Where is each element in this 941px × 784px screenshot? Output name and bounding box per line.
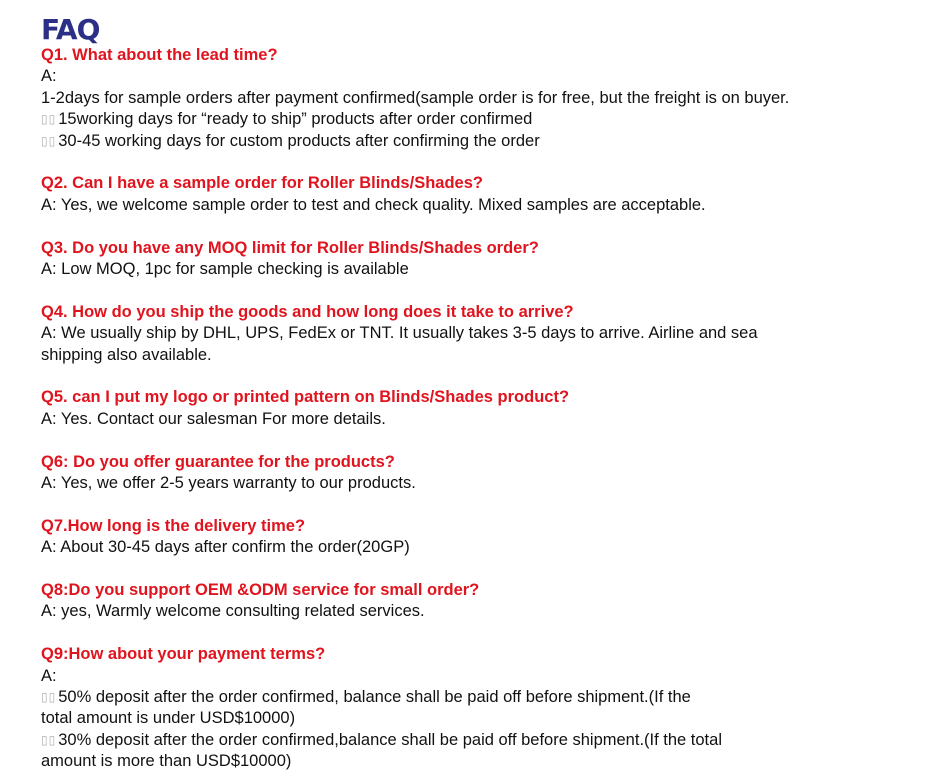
faq-item <box>41 452 921 516</box>
faq-spacer <box>41 280 921 301</box>
faq-item <box>41 45 921 173</box>
faq-answer-line <box>41 131 921 152</box>
faq-question: Q9:How about your payment terms? <box>41 645 326 664</box>
faq-answer-line <box>41 259 921 280</box>
faq-answer-line <box>41 109 921 130</box>
faq-spacer <box>41 430 921 451</box>
faq-question: Q3. Do you have any MOQ limit for Roller Blinds/Shades order? <box>41 238 539 257</box>
faq-answer-line <box>41 473 921 494</box>
faq-answer-line <box>41 601 921 622</box>
faq-answer-line <box>41 708 921 729</box>
faq-answer-text: amount is more than USD$10000) <box>41 752 292 771</box>
faq-answer-text: A: Yes. Contact our salesman For more details. <box>41 409 386 428</box>
faq-question: Q8:Do you support OEM &ODM service for small order? <box>41 581 480 600</box>
faq-answer-text: A: Yes, we offer 2-5 years warranty to our products. <box>41 474 416 493</box>
faq-answer-text: 15working days for “ready to ship” products after order confirmed <box>58 110 533 129</box>
faq-spacer <box>41 366 921 387</box>
bullet-glyph: ▯▯ <box>41 133 57 148</box>
faq-spacer <box>41 152 921 173</box>
faq-item <box>41 238 921 302</box>
faq-item <box>41 173 921 237</box>
faq-document <box>41 14 921 773</box>
faq-answer-line <box>41 730 921 751</box>
faq-answer-text: A: <box>41 666 57 685</box>
faq-answer-line <box>41 345 921 366</box>
faq-answer-line <box>41 751 921 772</box>
faq-answer-text: total amount is under USD$10000) <box>41 709 296 728</box>
bullet-glyph: ▯▯ <box>41 690 57 705</box>
faq-answer-line <box>41 323 921 344</box>
faq-answer-line <box>41 409 921 430</box>
faq-answer-line <box>41 88 921 109</box>
faq-answer-text: 30-45 working days for custom products after confirming the order <box>58 131 540 150</box>
faq-spacer <box>41 559 921 580</box>
faq-answer-text: A: Yes, we welcome sample order to test and check quality. Mixed samples are acceptable. <box>41 195 706 214</box>
faq-answer-text: 30% deposit after the order confirmed,balance shall be paid off before shipment.(If the total <box>58 730 722 749</box>
faq-answer-text: A: About 30-45 days after confirm the order(20GP) <box>41 538 410 557</box>
faq-answer-line <box>41 666 921 687</box>
faq-spacer <box>41 494 921 515</box>
faq-answer-line <box>41 687 921 708</box>
page-title: FAQ <box>41 13 100 46</box>
bullet-glyph: ▯▯ <box>41 112 57 127</box>
faq-item <box>41 644 921 772</box>
faq-item <box>41 516 921 580</box>
faq-answer-text: shipping also available. <box>41 345 212 364</box>
faq-question: Q4. How do you ship the goods and how long does it take to arrive? <box>41 302 574 321</box>
faq-question: Q5. can I put my logo or printed pattern on Blinds/Shades product? <box>41 388 570 407</box>
faq-answer-text: A: yes, Warmly welcome consulting related services. <box>41 602 425 621</box>
faq-question: Q2. Can I have a sample order for Roller Blinds/Shades? <box>41 174 483 193</box>
faq-question: Q1. What about the lead time? <box>41 46 278 64</box>
faq-answer-line <box>41 195 921 216</box>
faq-item <box>41 387 921 451</box>
faq-item <box>41 302 921 388</box>
faq-answer-text: A: <box>41 67 57 86</box>
faq-answer-line <box>41 66 921 87</box>
faq-answer-text: A: We usually ship by DHL, UPS, FedEx or TNT. It usually takes 3-5 days to arrive. Airline and sea <box>41 324 758 343</box>
faq-question: Q6: Do you offer guarantee for the products? <box>41 452 395 471</box>
faq-answer-text: A: Low MOQ, 1pc for sample checking is available <box>41 260 409 279</box>
faq-spacer <box>41 216 921 237</box>
faq-item <box>41 580 921 644</box>
faq-spacer <box>41 623 921 644</box>
faq-answer-line <box>41 537 921 558</box>
faq-question: Q7.How long is the delivery time? <box>41 516 306 535</box>
faq-list <box>41 45 921 773</box>
faq-answer-text: 50% deposit after the order confirmed, balance shall be paid off before shipment.(If the <box>58 688 691 707</box>
faq-answer-text: 1-2days for sample orders after payment confirmed(sample order is for free, but the freight is on buyer. <box>41 88 790 107</box>
bullet-glyph: ▯▯ <box>41 732 57 747</box>
